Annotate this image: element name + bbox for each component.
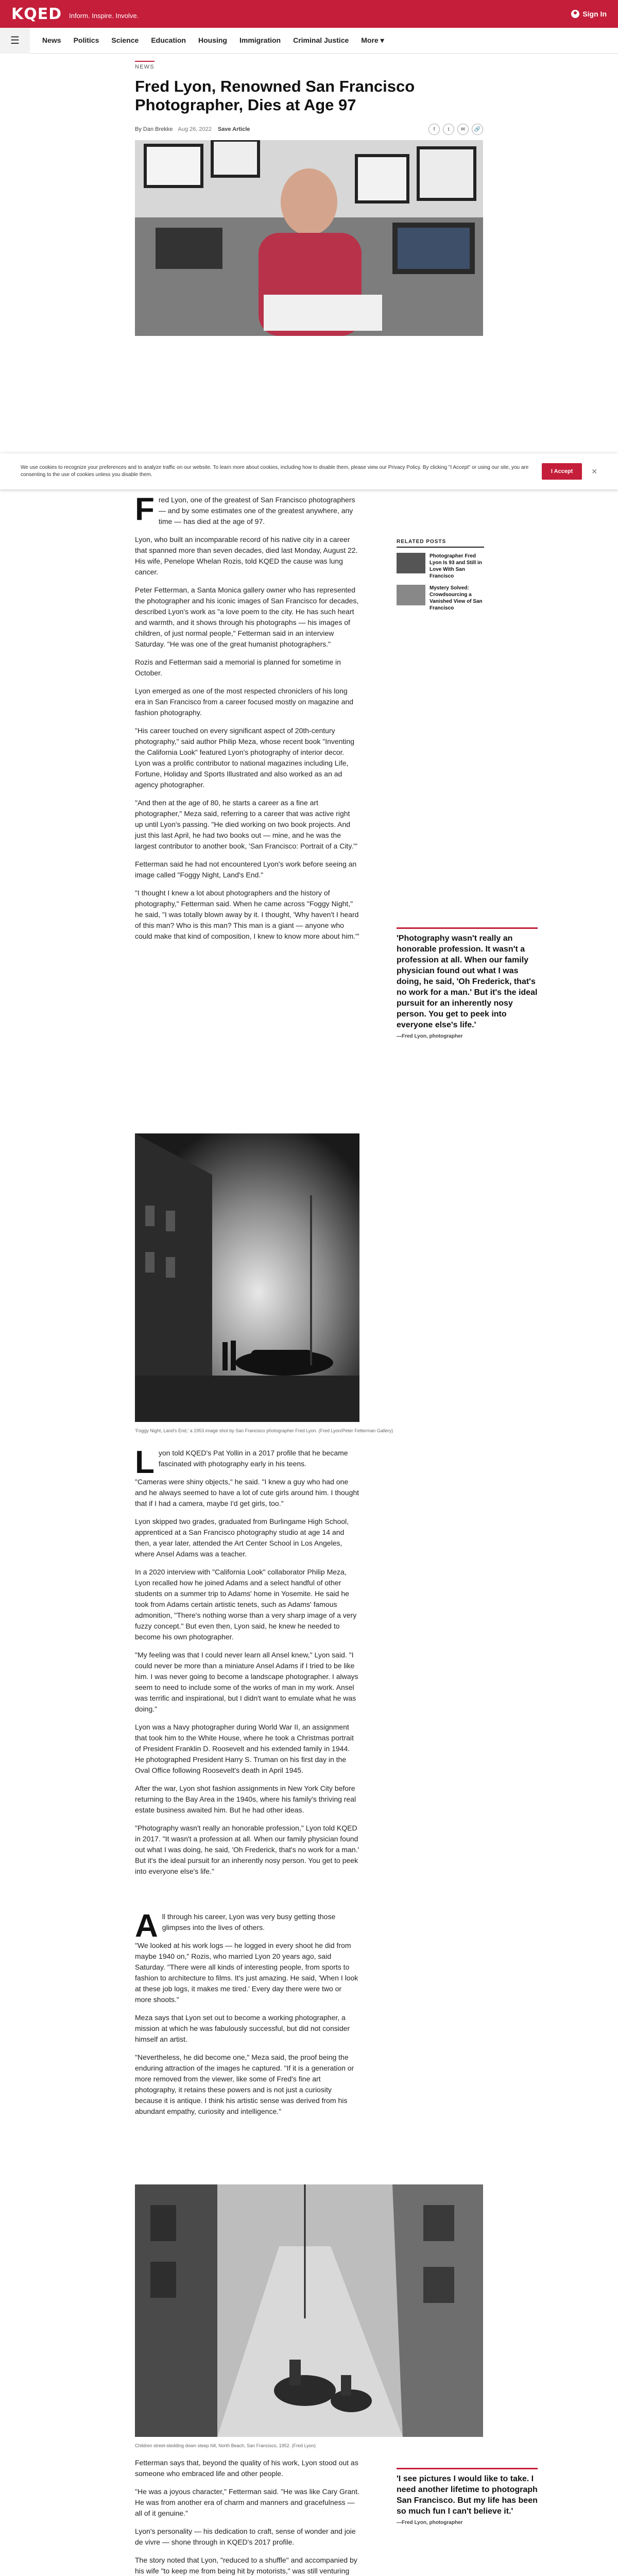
foggy-night-photo xyxy=(135,1133,359,1422)
paragraph xyxy=(135,1445,359,1480)
paragraph xyxy=(135,492,359,527)
cookie-text: We use cookies to recognize your preferences and to analyze traffic on our website. To learn more about cookies, including how to disable them, please view our Privacy Policy. By clicking "I Accept" or using our site, you are consenting to the use of cookies unless you disable them. xyxy=(21,465,529,478)
paragraph xyxy=(135,1908,359,1944)
article-body-section-3 xyxy=(135,1908,359,2124)
paragraph: Lyon was a Navy photographer during World War II, an assignment that took him to the White House, where he took a Christmas portrait of President Franklin D. Roosevelt and his extended family in 1944. He photographed President Harry S. Truman on his first day in the Oval Office following Roosevelt's death in April 1945. xyxy=(135,1723,354,1774)
paragraph: "His career touched on every significant aspect of 20th-century photography," said author Philip Meza, whose recent book "Inventing the California Look" featured Lyon's photography of interior decor. Lyon was a prolific contributor to national magazines including Life, Fortune, Holiday and Sports Illustrated and also worked as an ad agency photographer. xyxy=(135,726,355,789)
paragraph: "Photography wasn't really an honorable profession," Lyon told KQED in 2017. "It wasn't a profession at all. When our family physician found out what I was doing, he said, 'Oh Frederick, that's no work for a man.' But it's the ideal pursuit for an inherently nosy person. You get to peek into everyone else's life." xyxy=(135,1824,359,1875)
paragraph: Meza says that Lyon set out to become a working photographer, a mission at which he was fabulously successful, but did not consider himself an artist. xyxy=(135,2013,350,2043)
nav-item-education[interactable]: Education xyxy=(151,36,186,44)
paragraph: Fetterman said he had not encountered Lyon's work before seeing an image called "Foggy Night, Land's End." xyxy=(135,860,357,879)
paragraph: Lyon, who built an incomparable record of his native city in a career that spanned more than seven decades, died last Monday, August 22. His wife, Penelope Whelan Rozis, told KQED the cause was lung cancer. xyxy=(135,535,358,576)
article-body-section-4 xyxy=(135,2458,359,2576)
nav-item-criminal-justice[interactable]: Criminal Justice xyxy=(293,36,349,44)
paragraph: Lyon skipped two grades, graduated from Burlingame High School, apprenticed at a San Francisco photography studio at age 14 and then, a year later, attended the Art Center School in Los Angeles, where Ansel Adams was a teacher. xyxy=(135,1517,349,1558)
related-item[interactable] xyxy=(397,553,484,580)
paragraph: Peter Fetterman, a Santa Monica gallery owner who has represented the photographer and his iconic images of San Francisco for decades, described Lyon's work as "a love poem to the city. He has such heart and warmth, and it shows through his photographs — his images of children, of just normal people," Fetterman said in an interview Saturday. "He was one of the great humanist photographers." xyxy=(135,586,359,648)
drop-cap: A xyxy=(135,1908,158,1944)
nav-item-housing[interactable]: Housing xyxy=(198,36,227,44)
kqed-logo[interactable]: KQED xyxy=(11,5,62,23)
figure-north-beach xyxy=(135,2184,483,2449)
facebook-icon[interactable]: f xyxy=(428,124,440,135)
article-body-section-1 xyxy=(135,492,359,949)
link-icon[interactable]: 🔗 xyxy=(472,124,483,135)
nav-item-politics[interactable]: Politics xyxy=(73,36,99,44)
main-nav xyxy=(0,28,618,54)
close-icon[interactable]: ✕ xyxy=(591,467,597,476)
nav-item-immigration[interactable]: Immigration xyxy=(239,36,281,44)
related-thumb[interactable] xyxy=(397,585,425,605)
paragraph: "Nevertheless, he did become one," Meza said, the proof being the enduring attraction of the images he captured. "If it is a generation or more removed from the viewer, like some of Fred's fine art photography, it retains these powers and is not just a curiosity because it is antique. I think his artistic sense was derived from his abundant empathy, curiosity and intelligence." xyxy=(135,2053,354,2115)
paragraph: Fetterman says that, beyond the quality of his work, Lyon stood out as someone who embraced life and other people. xyxy=(135,2459,358,2478)
save-article-button[interactable]: Save Article xyxy=(217,126,250,132)
pull-quote-attribution: —Fred Lyon, photographer xyxy=(397,1033,463,1039)
related-thumb[interactable] xyxy=(397,553,425,573)
section-label[interactable]: NEWS xyxy=(135,61,154,70)
pull-quote-text: 'Photography wasn't really an honorable profession. It wasn't a profession at all. When our family physician found out what I was doing, he said, 'Oh Frederick, that's no work for a man.' But it's the ideal pursuit for an inherently nosy person. You get to peek into everyone else's life.' xyxy=(397,934,538,1029)
paragraph-text: ll through his career, Lyon was very busy getting those glimpses into the lives of others. xyxy=(162,1912,336,1931)
cookie-banner xyxy=(0,453,618,489)
paragraph: Lyon's personality — his dedication to craft, sense of wonder and joie de vivre — shone through in KQED's 2017 profile. xyxy=(135,2527,356,2546)
share-buttons xyxy=(428,124,483,135)
twitter-icon[interactable]: t xyxy=(443,124,454,135)
paragraph-text: red Lyon, one of the greatest of San Francisco photographers — and by some estimates one of the greatest anywhere, any time — has died at the age of 97. xyxy=(158,496,355,526)
menu-icon[interactable]: ☰ xyxy=(0,28,30,54)
paragraph: Rozis and Fetterman said a memorial is planned for sometime in October. xyxy=(135,658,341,677)
figure-caption: 'Foggy Night, Land's End,' a 1953 image shot by San Francisco photographer Fred Lyon. (Fred Lyon/Peter Fetterman Gallery) xyxy=(135,1428,393,1433)
nav-item-science[interactable]: Science xyxy=(111,36,139,44)
accept-cookies-button[interactable]: I Accept xyxy=(542,463,582,480)
sign-in-label: Sign In xyxy=(582,10,607,18)
paragraph: "Cameras were shiny objects," he said. "I knew a guy who had one and he always seemed to have a lot of cute girls around him. I thought that if I had a camera, maybe I'd get girls, too." xyxy=(135,1478,359,1507)
related-posts-title: RELATED POSTS xyxy=(397,539,484,548)
figure-foggy-night xyxy=(135,1133,393,1434)
user-icon xyxy=(571,10,579,18)
paragraph: In a 2020 interview with "California Look" collaborator Philip Meza, Lyon recalled how he joined Adams and a select handful of other students on a summer trip to Adams' home in Yosemite. He said he took from Adams certain artistic tenets, such as Adams' famous admonition, "There's nothing worse than a very sharp image of a very fuzzy concept." But even then, Lyon said, he knew he needed to become his own photographer. xyxy=(135,1568,357,1641)
nav-item-more[interactable]: More ▾ xyxy=(361,36,384,44)
drop-cap: L xyxy=(135,1445,154,1480)
paragraph: Lyon emerged as one of the most respected chroniclers of his long era in San Francisco from a career focused mostly on magazine and fashion photography. xyxy=(135,687,354,717)
paragraph: "We looked at his work logs — he logged in every shoot he did from maybe 1940 on," Rozis, who married Lyon 20 years ago, said Saturday. "There were all kinds of interesting people, from sports to fashion to architecture to films. It's just amazing. He said, 'When I look at these job logs, it makes me tired.' Every day there were two or more shoots." xyxy=(135,1941,358,2004)
pull-quote-attribution: —Fred Lyon, photographer xyxy=(397,2520,463,2526)
publish-date: Aug 26, 2022 xyxy=(178,126,212,132)
drop-cap: F xyxy=(135,492,154,527)
related-item[interactable] xyxy=(397,585,484,612)
north-beach-photo xyxy=(135,2184,483,2437)
byline[interactable]: By Dan Brekke xyxy=(135,126,173,132)
tagline: Inform. Inspire. Involve. xyxy=(69,11,139,20)
email-icon[interactable]: ✉ xyxy=(457,124,469,135)
paragraph: "And then at the age of 80, he starts a career as a fine art photographer," Meza said, referring to a career that was active right up until Lyon's passing. "He died working on two book projects. And just this last April, he had two books out — mine, and he was the largest contributor to another book, 'San Francisco: Portrait of a City.'" xyxy=(135,799,357,850)
figure-caption: Children street-sledding down steep hill, North Beach, San Francisco, 1952. (Fred Lyon) xyxy=(135,2443,316,2448)
paragraph: After the war, Lyon shot fashion assignments in New York City before returning to the Bay Area in the 1940s, where his family's thriving real estate business awaited him. But he had other ideas. xyxy=(135,1784,356,1814)
pull-quote xyxy=(397,927,538,1039)
related-posts xyxy=(397,539,484,612)
pull-quote xyxy=(397,2468,538,2526)
nav-item-news[interactable]: News xyxy=(42,36,61,44)
related-item-title[interactable]: Photographer Fred Lyon Is 93 and Still in Love With San Francisco xyxy=(430,553,482,579)
hero-photo-illustration xyxy=(135,140,483,336)
hero-photo xyxy=(135,140,483,336)
sign-in-button[interactable] xyxy=(571,10,607,18)
page-title: Fred Lyon, Renowned San Francisco Photographer, Dies at Age 97 xyxy=(135,77,415,114)
paragraph: "My feeling was that I could never learn all Ansel knew," Lyon said. "I could never be more than a miniature Ansel Adams if I tried to be like him. I was never going to become a landscape photographer. I always seem to need to include some of the works of man in my work. Ansel was terrific and inspirational, but I didn't want to emulate what he was doing." xyxy=(135,1651,358,1713)
site-header xyxy=(0,0,618,28)
paragraph: The story noted that Lyon, "reduced to a shuffle" and accompanied by his wife "to keep me from being hit by motorists," was still venturing xyxy=(135,2556,357,2575)
paragraph: "He was a joyous character," Fetterman said. "He was like Cary Grant. He was from another era of charm and manners and gracefulness — all of it genuine." xyxy=(135,2487,359,2517)
byline-row xyxy=(135,124,483,135)
related-item-title[interactable]: Mystery Solved: Crowdsourcing a Vanished View of San Francisco xyxy=(430,585,483,611)
pull-quote-text: 'I see pictures I would like to take. I need another lifetime to photograph San Francisco. But my life has been so much fun I can't believe it.' xyxy=(397,2475,538,2516)
article-body-section-2 xyxy=(135,1445,359,1884)
paragraph-text: yon told KQED's Pat Yollin in a 2017 profile that he became fascinated with photography early in his teens. xyxy=(158,1449,348,1468)
article-header xyxy=(135,61,483,336)
paragraph: "I thought I knew a lot about photographers and the history of photography," Fetterman said. When he came across "Foggy Night," he said, "I was totally blown away by it. I thought, 'Why haven't I heard of this man? Who is this man? This man is a giant — anyone who could make that kind of composition, I knew to know more about him.'" xyxy=(135,889,359,940)
